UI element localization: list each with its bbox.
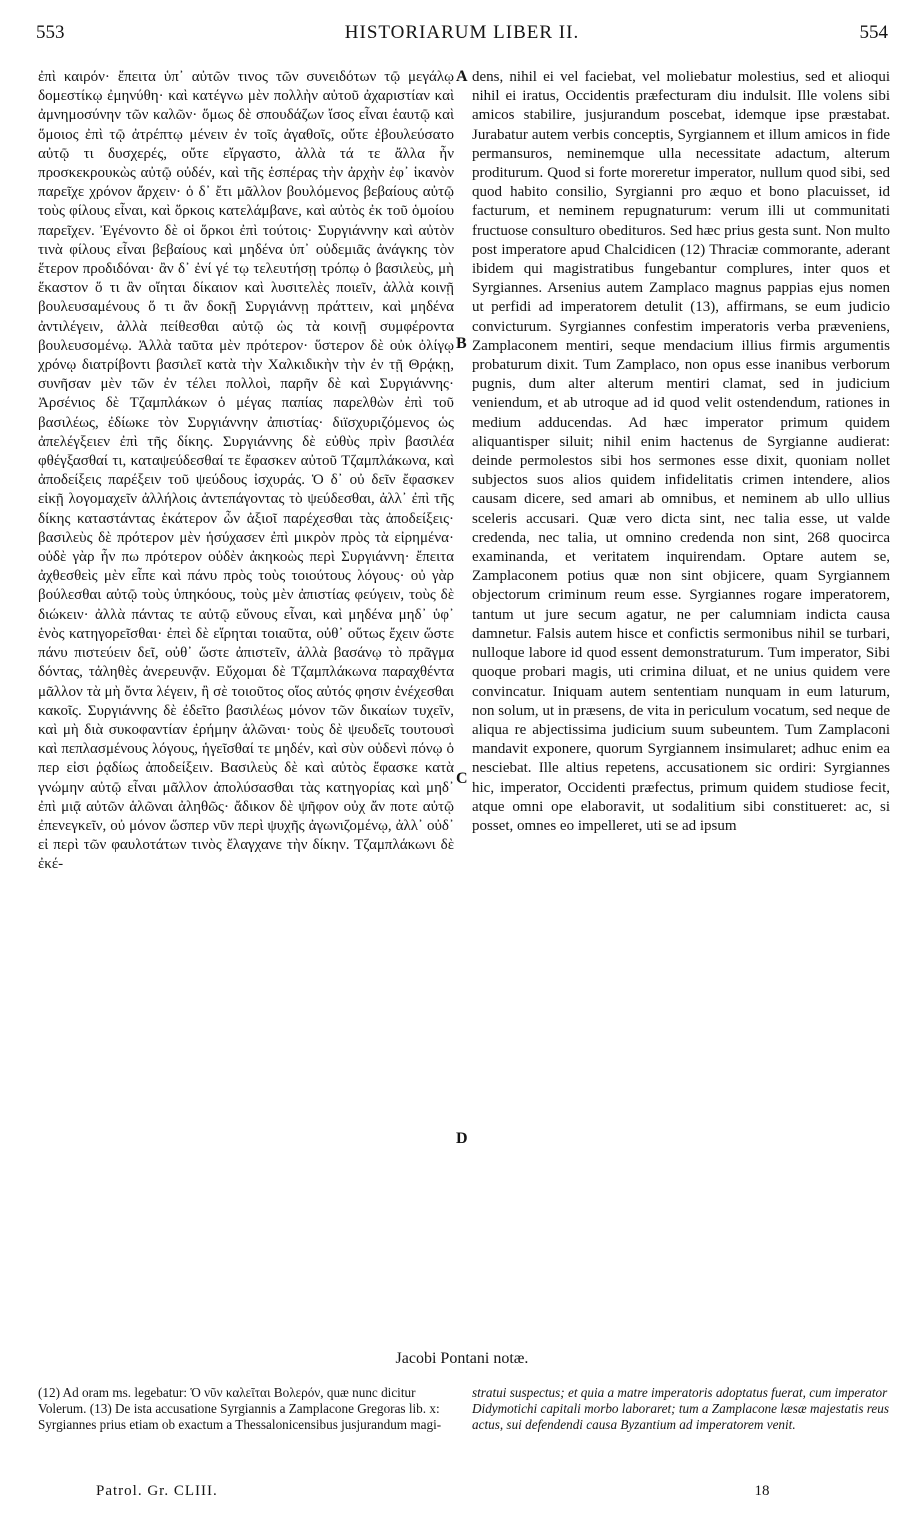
greek-text: ἐπὶ καιρόν· ἔπειτα ὑπ᾽ αὐτῶν τινος τῶν συνειδότων τῷ μεγάλῳ δομεστίκῳ ἐμηνύθη· καὶ κατέγνω μὲν πολλὴν αὐτοῦ ἀχαριστίαν καὶ ἀμνημοσύνην τῶν καλῶν· ὅμως δὲ σπουδάζων ἴσος εἶναι ἑαυτῷ καὶ ὅμοιος ἐπὶ τῷ ἀτρέπτῳ μένειν ἐν τοῖς ἀγαθοῖς, οὔτε ἐβουλεύσατο αὐτῷ τι δυσχερές, οὔτε εἴργαστο, ἀλλὰ τά τε ἄλλα ἦν προσκεκρουκὼς αὐτῷ οὐδέν, καὶ τῆς ἑσπέρας τὴν ἀρχὴν ἐφ᾽ ἱκανὸν παρεῖχε χρόνον ἄρχειν· ὁ δ᾽ ἔτι μᾶλλον βουλόμενος βεβαίους αὐτῷ τοὺς φίλους εἶναι, καὶ ὅρκοις κατελάμβανε, καὶ αὐτὸς ἐκ τοῦ ὁμοίου παρεῖχεν. Ἐγένοντο δὲ οἱ ὅρκοι ἐπὶ τούτοις· Συργιάννην καὶ αὐτὸν τινὰ φίλους εἶναι βεβαίους καὶ μηδένα ὑπ᾽ οὐδεμιᾶς ἀνάγκης τὸν ἕτερον προδιδόναι· ἂν δ᾽ ἐνί γέ τῳ τελευτήσῃ τρόπῳ ὁ βασιλεὺς, μὴ ἕκαστον ὅ τι ἂν οἴηται δίκαιον καὶ λυσιτελὲς ποιεῖν, ἀλλὰ κοινῇ βουλευσαμένους ὅ τι ἂν δοκῇ Συργιάννῃ πράττειν, καὶ μηδένα ἀντιλέγειν, ἀλλὰ πείθεσθαι αὐτῷ ὡς τὰ κοινῇ συμφέροντα βουλευσομένῳ. Ἀλλὰ ταῦτα μὲν πρότερον· ὕστερον δὲ οὐκ ὀλίγῳ χρόνῳ διατρίβοντι βασιλεῖ κατὰ τὴν Χαλκιδικὴν τὴν ἐν τῇ Θρᾴκῃ, συνῆσαν μὲν τῶν ἐν τέλει πολλοὶ, παρῆν δὲ καὶ Συργιάννης· Ἀρσένιος δὲ Τζαμπλάκων ὁ μέγας παπίας παρελθὼν ἐπὶ τοῦ βασιλέως, ἐδίωκε τὸν Συργιάννην ἀπιστίας· διϊσχυριζόμενος ὡς ἀπελέγξειεν ἐπὶ τῆς δίκης. Συργιάννης δὲ εὐθὺς πρὶν βασιλέα φθέγξασθαί τι, καταψεύδεσθαί τε ἔφασκεν αὐτοῦ Τζαμπλάκωνα, καὶ ἀποδείξεις παρέξειν τοῦ ψεύδους ἰσχυράς. Ὁ δ᾽ οὐ δεῖν ἔφασκεν εἰκῇ λογομαχεῖν ἀλλήλοις ἀντεπάγοντας τὸ ψεύδεσθαι, ἀλλ᾽ ἐπὶ τῆς δίκης καταστάντας ἑκάτερον ὧν ἀξιοῖ παρέχεσθαι τὰς ἀποδείξεις· βασιλεὺς δὲ πρότερον μὲν ἡσύχασεν ἐπὶ μικρὸν πρὸς τὰ εἰρημένα· οὐδὲ γὰρ ἦν πω πρότερον οὐδὲν ἀκηκοὼς περὶ Συργιάννη· ἔπειτα ἀχθεσθεὶς μὲν εἶπε καὶ πάνυ πρὸς τοὺς τοιούτους λόγους· οὐ γὰρ βούλεσθαι αὐτῷ τοὺς ὑπηκόους, τοὺς μὲν ἀπιστίας φεύγειν, τοὺς δὲ διώκειν· ἀλλὰ πάντας τε αὐτῷ εὔνους εἶναι, καὶ μηδένα μηδ᾽ ὑφ᾽ ἑνὸς κατηγορεῖσθαι· ἐπεὶ δὲ εἴρηται τοιαῦτα, οὐθ᾽ οὕτως ἔχειν ὥστε πάνυ πιστεύειν δεῖ, οὐθ᾽ ὥστε ἀπιστεῖν, ἀλλὰ βασάνῳ τὸ πρᾶγμα δόντας, τἀληθὲς ἀνερευνᾷν. Εὔχομαι δὲ Τζαμπλάκωνα παραχθέντα μᾶλλον τὰ μὴ ὄντα λέγειν, ἢ σὲ τοιοῦτος οἵος αὐτός φησιν ἐνέχεσθαι κακοῖς. Συργιάννης δὲ ἐδεῖτο βασιλέως μόνον τῶν δικαίων τυχεῖν, καὶ μὴ διὰ συκοφαντίαν ἐρήμην ἁλῶναι· τοὺς δὲ ψευδεῖς τουτουσὶ καὶ πεπλασμένους λόγους, ἡγεῖσθαί τε μηδέν, καὶ σὺν οὐδενὶ πόνῳ ὁ περ εἰσι ῥᾳδίως ἀποδείξειν. Βασιλεὺς δὲ καὶ αὐτὸς ἔφασκε κατὰ γνώμην αὐτῷ εἶναι μᾶλλον ἀπολύσασθαι τὰς κατηγορίας καὶ μηδ᾽ ἐπὶ μιᾷ αὐτῶν ἁλῶναι ἀληθῶς· ἄδικον δὲ ψῆφον οὐχ ἄν ποτε αὐτῷ ἐπενεγκεῖν, οὐ μόνον ὥσπερ νῦν περὶ ψυχῆς ἀγωνιζομένῳ, ἀλλ᾽ οὐδ᾽ εἰ περὶ τῶν φαυλοτάτων τινὸς ἔλαγχανε τὴν δίκην. Τζαμπλάκωνι δὲ ἐκέ- [38,69,454,873]
notes-heading: Jacobi Pontani notæ. [395,1350,529,1367]
latin-column [472,68,890,834]
margin-letter-d: D [456,1130,468,1147]
footer-signature: 18 [754,1483,770,1499]
margin-letter-c: C [456,770,468,787]
margin-letter-a: A [456,68,468,85]
page-number-left: 553 [36,22,65,43]
page-footer [0,1483,924,1513]
greek-column [38,68,454,873]
page-title: HISTORIARUM LIBER II. [344,22,580,43]
latin-text: dens, nihil ei vel faciebat, vel moliebatur molestius, sed et alioqui nihil ei iratus, Occidentis præfecturam diu indulsit. Ille volens sibi amicos stabilire, jusjurandum poscebat, idemque ipse præstabat. Jurabatur autem verbis conceptis, Syrgiannem et illum amicos in fide permansuros, neminemque ulla necessitate adactum, alterum proditurum. Quod si forte moreretur imperator, nullum quod sibi, sed quod habito consilio, Syrgianni pro æquo et bono placuisset, id facturum, et neminem repugnaturum: verum illi ut communitati fructuose consulturo obedituros. Sed hæc prius gesta sunt. Non multo post imperatore apud Chalcidicen (12) Thraciæ commorante, aderant ibidem qui magistratibus fungebantur complures, inter quos et Syrgiannes. Arsenius autem Zamplaco magnus pappias ejus nomen ut perfidi ad imperatorem detulit (13), affirmans, se eum judicio convicturum. Syrgiannes confestim imperatoris verba præveniens, Zamplaconem mentiri, seque mendacium illius firmis argumentis probaturum dixit. Tum Zamplaco, non opus esse inanibus verborum pugnis, dum alter alterum mentiri clamat, sed in judicium veniendum, et ab utroque ad id quod velit ostendendum, rationes in medium adducendas. Ad hæc imperator primum quidem aliquantisper siluit; nihil enim hactenus de Syrgianne audierat: deinde permolestos sibi hos sermones esse dixit, quoniam nollet subjectos suos alios quidem infidelitatis crimen intendere, alios causam dicere, sed amari ab omnibus, et neminem ab ullo ullius sceleris accusari. Quæ vero dicta sint, nec talia esse, ut valde credenda, nec talia, ut omnino credenda non sint, 268 quocirca examinanda, et veritatem inquirendam. Optare autem se, Zamplaconem potius quæ non sint objicere, quam Syrgiannem objectorum criminum reum esse. Syrgiannes rogare imperatorem, tantum ut jure secum agatur, ne per calumniam indicta causa damnetur. Falsis autem hisce et confictis sermonibus nihil se turbari, nulloque labore id quod essent demonstraturum. Tum imperator, Sibi quoque probari magis, uti crimina diluat, et ne unius quidem vere convincatur. Iniquam autem sententiam nunquam in eum laturum, non solum, ut in præsens, de vita in periculum vocatum, sed neque de aliqua re abjectissima judicium suum subeuntem. Tum Zamplaconi mandavit exponere, quorum Syrgiannem insimularet; adhuc enim ea nesciebat. Ille altius repetens, accusationem sic ordiri: Syrgiannes hic, imperator, Occidenti præfectus, primum quidem studiose fecit, atque omni ope elaboravit, ut sodalitium sibi constitueret: ac, si posset, omnes eo impelleret, uti se ad ipsum [472,69,890,834]
margin-letter-b: B [456,335,467,352]
note-left: (12) Ad oram ms. legebatur: Ὁ νῦν καλεῖται Βολερόν, quæ nunc dicitur Volerum. (13) De ista accusatione Syrgiannis a Zamplacone Gregoras lib. x: Syrgiannes prius etiam ob exactum a Thessalonicensibus jusjurandum magi- [38,1385,442,1432]
note-right: stratui suspectus; et quia a matre imperatoris adoptatus fuerat, cum imperator Didymotichi capitali morbo laboraret; tum a Zamplacone læsæ majestatis reus actus, sui defendendi causa Byzantium ad imperatorem venit. [472,1385,889,1432]
page-number-right: 554 [859,22,888,43]
running-header [0,10,924,60]
footer-series: Patrol. Gr. CLIII. [96,1483,218,1499]
